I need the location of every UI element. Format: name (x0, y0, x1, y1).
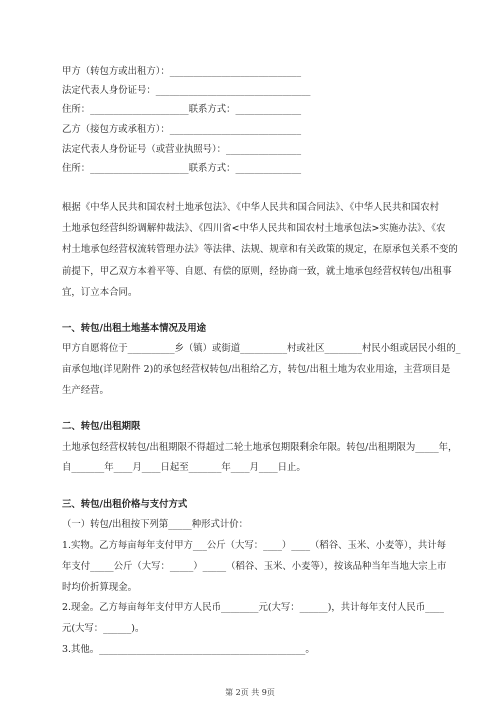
party-a-name: 甲方（转包方或出租方）：____________________________ (62, 66, 302, 77)
section-line: 元(大写：______)。 (62, 623, 145, 634)
section-line: （一）转包/出租按下列第_____种形式计价： (62, 519, 248, 530)
section-line: 3.其他。____________________________________________。 (62, 644, 315, 655)
section-line: 2.现金。乙方每亩每年支付甲方人民币________元(大写：______)，共计每年支付人民币____ (62, 602, 444, 613)
section-line: 亩承包地(详见附件 2)的承包经营权转包/出租给乙方，转包/出租土地为农业用途，主营项目是 (62, 364, 451, 375)
section-heading: 一、转包/出租土地基本情况及用途 (62, 323, 207, 334)
intro-line: 前提下，甲乙双方本着平等、自愿、有偿的原则，经协商一致，就土地承包经营权转包/出租事 (62, 266, 452, 277)
party-b-name: 乙方（接包方或承租方）：____________________________ (62, 124, 302, 135)
section-line: 甲方自愿将位于__________乡（镇）或街道__________村或社区________村民小组或居民小组的_ (62, 343, 461, 354)
intro-line: 村土地承包经营权流转管理办法》等法律、法规、规章和有关政策的规定，在原承包关系不变的 (62, 244, 458, 255)
intro-line: 宜，订立本合同。 (62, 287, 138, 298)
section-line: 自_______年____月____日起至_______年____月____日止。 (62, 462, 306, 473)
intro-line: 根据《中华人民共和国农村土地承包法》、《中华人民共和国合同法》、《中华人民共和国农村 (62, 202, 440, 213)
section-line: 时均价折算现金。 (62, 582, 138, 593)
intro-line: 土地承包经营纠纷调解仲裁法》、《四川省<中华人民共和国农村土地承包法>实施办法》、《农 (62, 223, 446, 234)
page-number: 第 2页 共 9页 (225, 688, 275, 697)
party-b-id: 法定代表人身份证号（或营业执照号）：________________ (62, 144, 302, 155)
section-heading: 三、转包/出租价格与支付方式 (62, 499, 188, 510)
section-heading: 二、转包/出租期限 (62, 421, 141, 432)
party-b-address: 住所：_____________________联系方式：______________ (62, 163, 302, 174)
section-line: 土地承包经营权转包/出租期限不得超过二轮土地承包期限剩余年限。转包/出租期限为_____年， (62, 442, 458, 453)
party-a-id: 法定代表人身份证号：_________________________________ (62, 85, 311, 96)
party-a-address: 住所：_____________________联系方式：______________ (62, 104, 302, 115)
section-line: 年支付_____公斤（大写：_____）_____（稻谷、玉米、小麦等），按该品种当年当地大宗上市 (62, 561, 447, 572)
section-line: 生产经营。 (62, 385, 109, 396)
section-line: 1.实物。乙方每亩每年支付甲方___公斤（大写：____）____（稻谷、玉米、小麦等），共计每 (62, 540, 446, 551)
